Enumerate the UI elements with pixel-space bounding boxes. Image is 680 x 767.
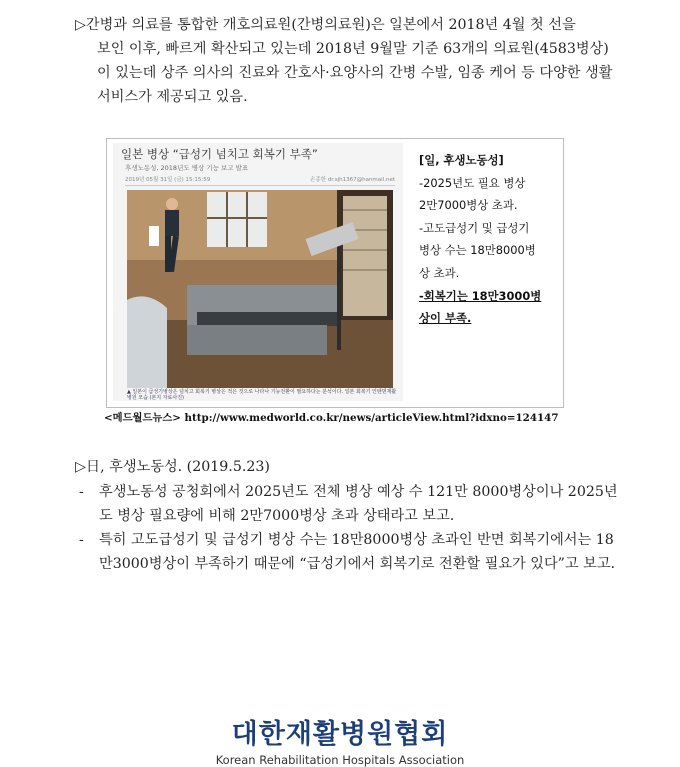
summary-line: 2만7000병상 초과. [419,198,518,213]
news-figure [106,138,564,408]
news-bullet [79,480,619,528]
rehab-gym-photo [127,190,393,388]
summary-panel [419,149,559,330]
summary-line: 병상 수는 18만8000병 [419,243,536,258]
intro-line1: ▷간병과 의료를 통합한 개호의료원(간병의료원)은 일본에서 2018년 4월 첫 선을 [75,17,576,33]
bullet-dash: - [79,532,84,548]
intro-rest: 보인 이후, 빠르게 확산되고 있는데 2018년 9월말 기준 63개의 의료원(4583병상)이 있는데 상주 의사의 진료와 간호사·요양사의 간병 수발, 임종 케어 등 다양한 생활서비스가 제공되고 있음. [97,41,613,105]
summary-line-emphasis: -회복기는 18만3000병 [419,288,542,303]
article-clipping [113,143,403,401]
photo-caption: ▲ 일본이 급성기병상은 넘치고 회복기 병상은 적은 것으로 나타나 기능전환이 필요하다는 분석이다. 일본 회복기 인텐덴재활병원 모습 (본지 자료사진) [127,389,397,401]
summary-heading: [일, 후생노동성] [419,153,504,167]
article-subtitle: 후생노동성, 2018년도 병상 기능 보고 발표 [125,164,249,172]
association-logo [0,712,680,767]
article-reporter: 손종한 dr.sjh1367@hanmail.net [310,177,395,183]
bullet-text: 후생노동성 공청회에서 2025년도 전체 병상 예상 수 121만 8000병상이나 2025년도 병상 필요량에 비해 2만7000병상 초과 상태라고 보고. [99,484,618,524]
article-meta [125,175,395,186]
rehab-gym-illustration [127,190,393,388]
summary-line: -고도급성기 및 급성기 [419,220,530,235]
news-heading: ▷日, 후생노동성. (2019.5.23) [75,459,270,475]
article-date: 2019년 05월 31일 (금) 15:15:59 [125,177,211,183]
article-title: 일본 병상 “급성기 넘치고 회복기 부족” [121,147,318,161]
logo-english-name: Korean Rehabilitation Hospitals Association [215,753,465,767]
summary-line-emphasis: 상이 부족. [419,311,472,326]
bullet-text: 특히 고도급성기 및 급성기 병상 수는 18만8000병상 초과인 반면 회복기에서는 18만3000병상이 부족하기 때문에 “급성기에서 회복기로 전환할 필요가 있다”고 보고. [99,532,616,572]
summary-line: -2025년도 필요 병상 [419,175,526,190]
intro-paragraph [75,13,615,109]
logo-korean-name: 대한재활병원협회 [231,719,449,750]
bullet-dash: - [79,484,84,500]
summary-line: 상 초과. [419,265,460,280]
news-bullet [79,528,619,576]
source-citation: <메드월드뉴스> http://www.medworld.co.kr/news/articleView.html?idxno=124147 [104,412,559,424]
